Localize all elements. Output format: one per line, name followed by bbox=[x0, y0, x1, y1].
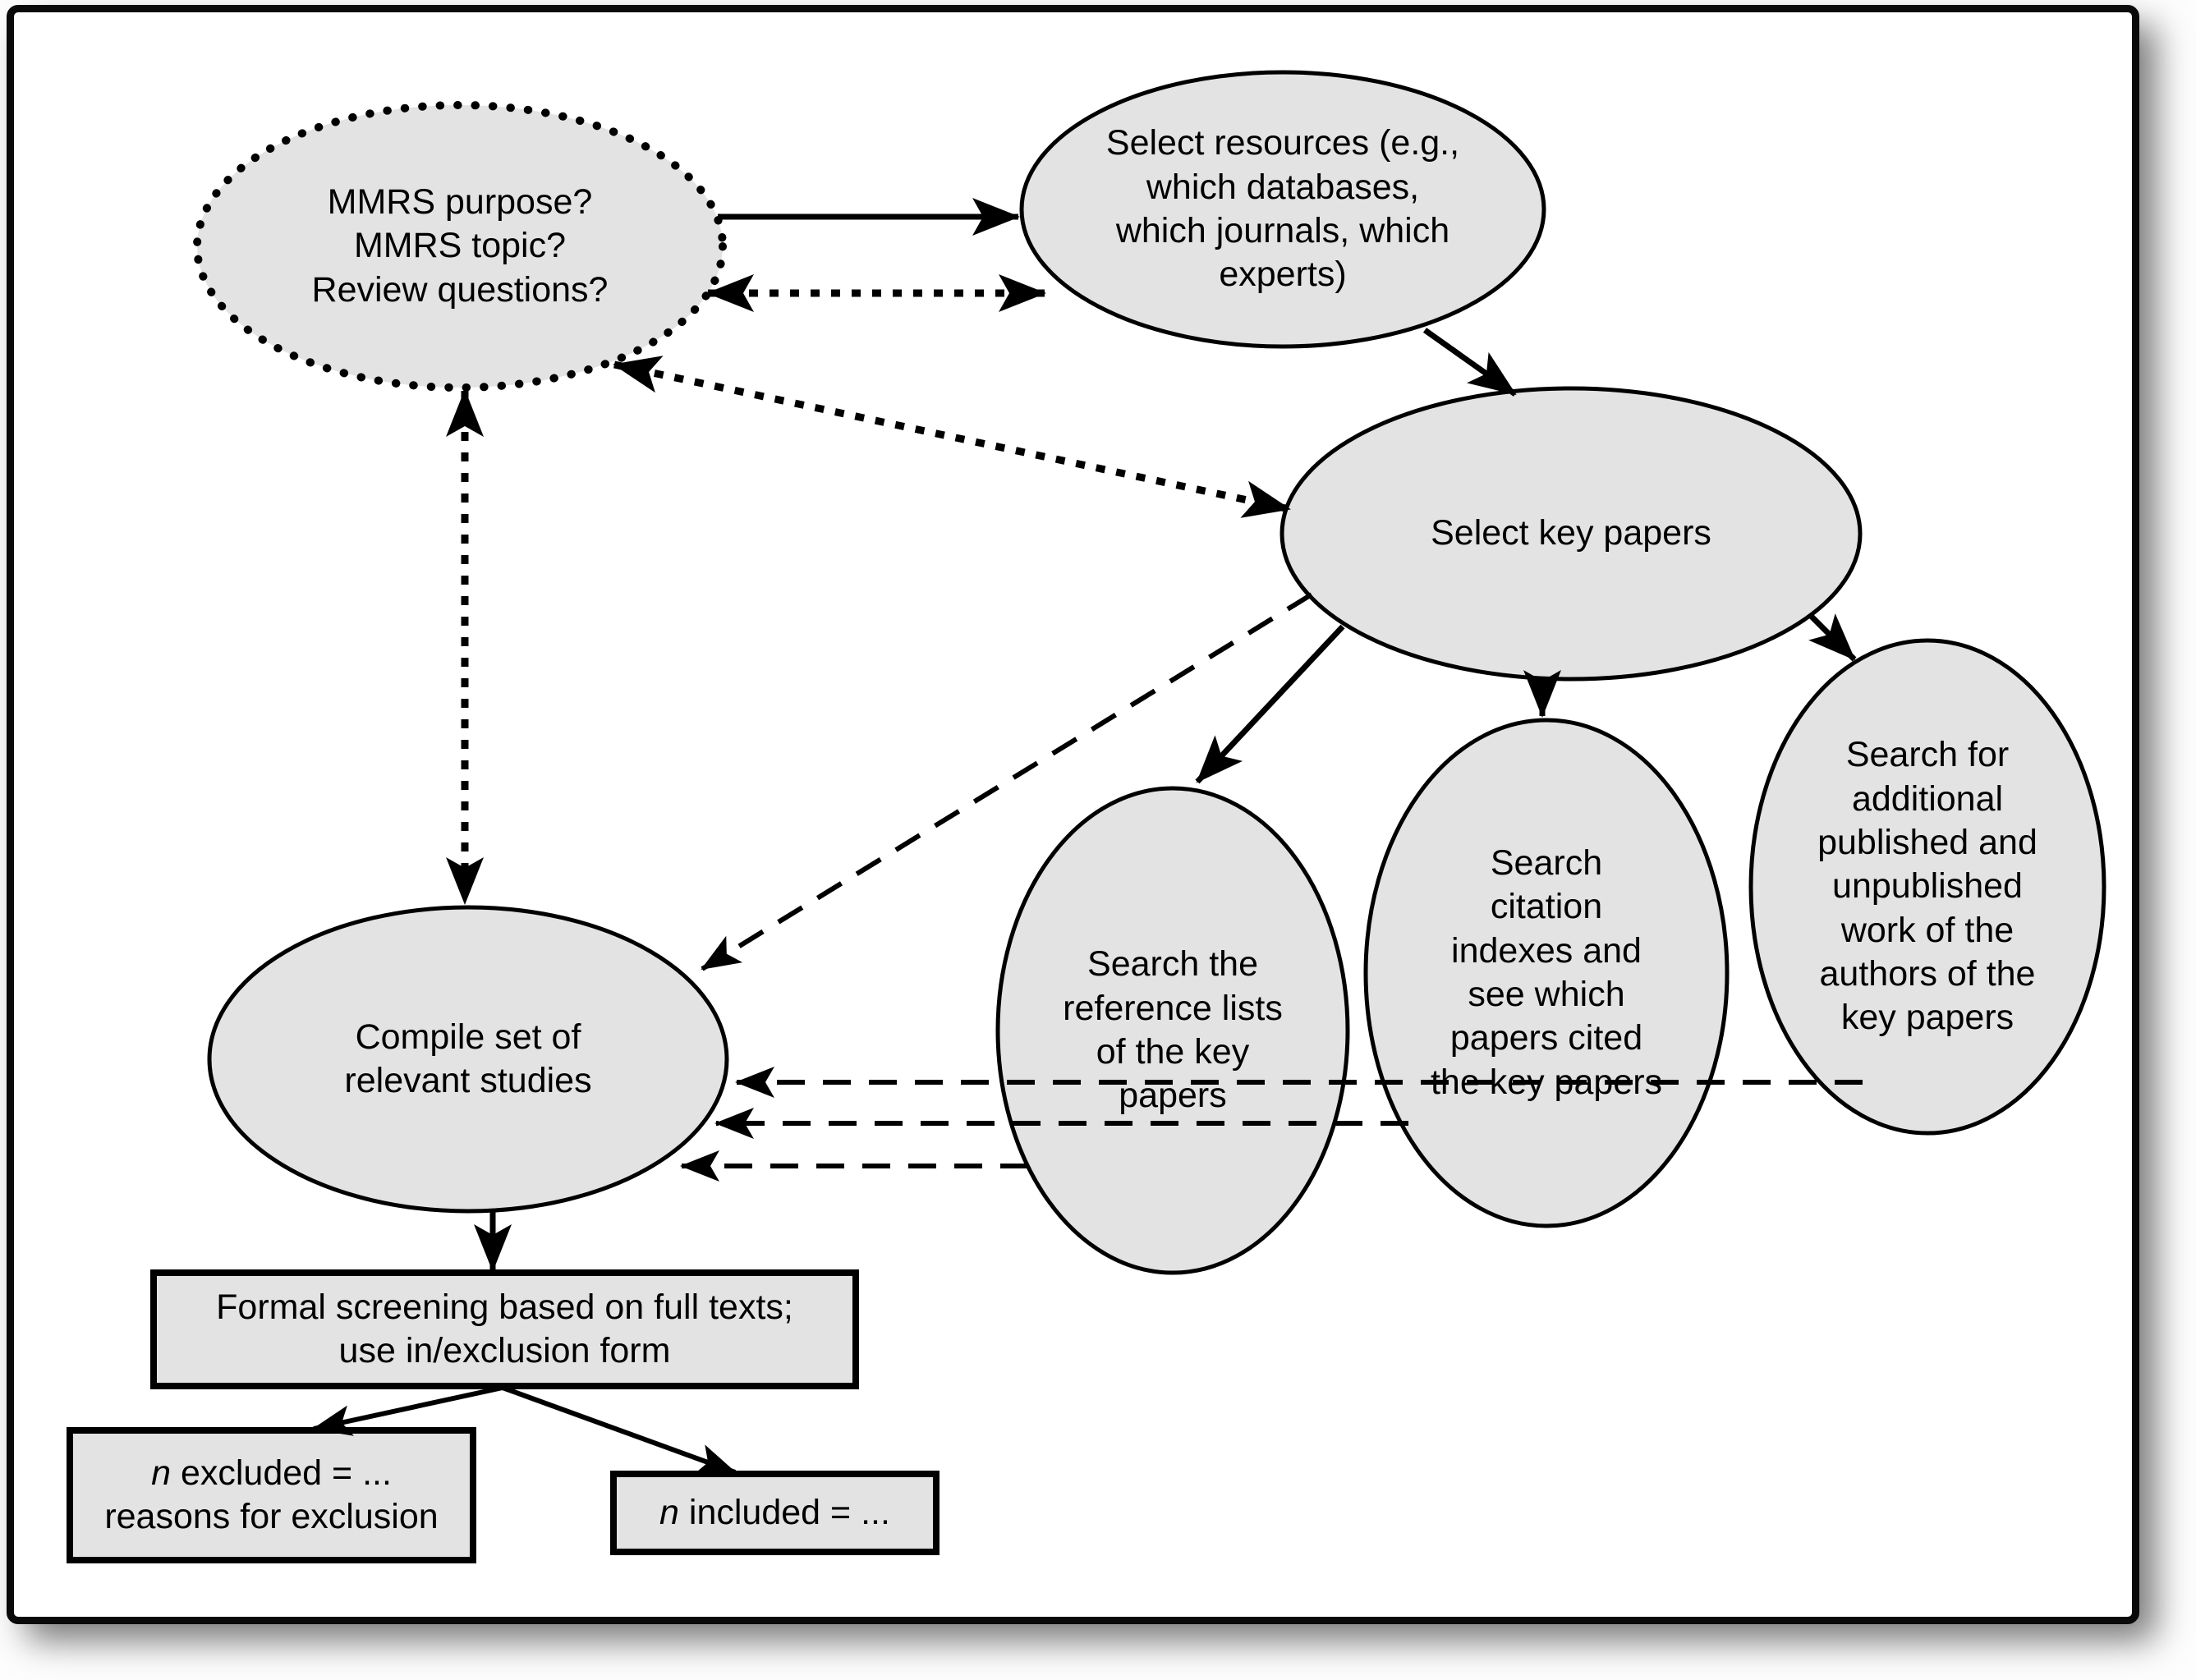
select-resources-label: Select resources (e.g., which databases, which journals, which experts) bbox=[1105, 123, 1460, 295]
compile-set-ellipse bbox=[209, 907, 727, 1211]
included-rect bbox=[613, 1474, 936, 1552]
arrow-formal-screening-to-excluded bbox=[314, 1388, 503, 1429]
mmrs-questions-label: MMRS purpose? MMRS topic? Review questions? bbox=[311, 182, 609, 310]
included-label: n included = ... bbox=[659, 1492, 890, 1532]
search-additional-work-ellipse bbox=[1751, 640, 2104, 1133]
arrow-key-papers-to-additional-work bbox=[1811, 616, 1854, 659]
select-key-papers-ellipse bbox=[1282, 388, 1860, 679]
search-reference-lists-label: Search the reference lists of the key papers bbox=[1063, 944, 1283, 1116]
arrow-formal-screening-to-included bbox=[503, 1388, 735, 1472]
search-citation-indexes-ellipse bbox=[1366, 720, 1727, 1226]
formal-screening-rect bbox=[154, 1273, 856, 1386]
excluded-rect bbox=[70, 1430, 473, 1560]
select-resources-ellipse bbox=[1022, 72, 1544, 347]
arrow-select-resources-to-key-papers bbox=[1425, 330, 1515, 394]
select-key-papers-label: Select key papers bbox=[1431, 513, 1711, 553]
search-additional-work-label: Search for additional published and unpublished work of the authors of the key papers bbox=[1817, 735, 2038, 1038]
mmrs-questions-ellipse bbox=[197, 105, 723, 388]
compile-set-label: Compile set of relevant studies bbox=[344, 1017, 592, 1100]
search-citation-indexes-label: Search citation indexes and see which papers cited the key papers bbox=[1430, 843, 1663, 1102]
formal-screening-label: Formal screening based on full texts; use in/exclusion form bbox=[216, 1287, 793, 1370]
excluded-label: n excluded = ... reasons for exclusion bbox=[104, 1453, 439, 1536]
search-reference-lists-ellipse bbox=[998, 788, 1348, 1273]
dotted-arrow-key-papers-mmrs bbox=[614, 365, 1289, 509]
